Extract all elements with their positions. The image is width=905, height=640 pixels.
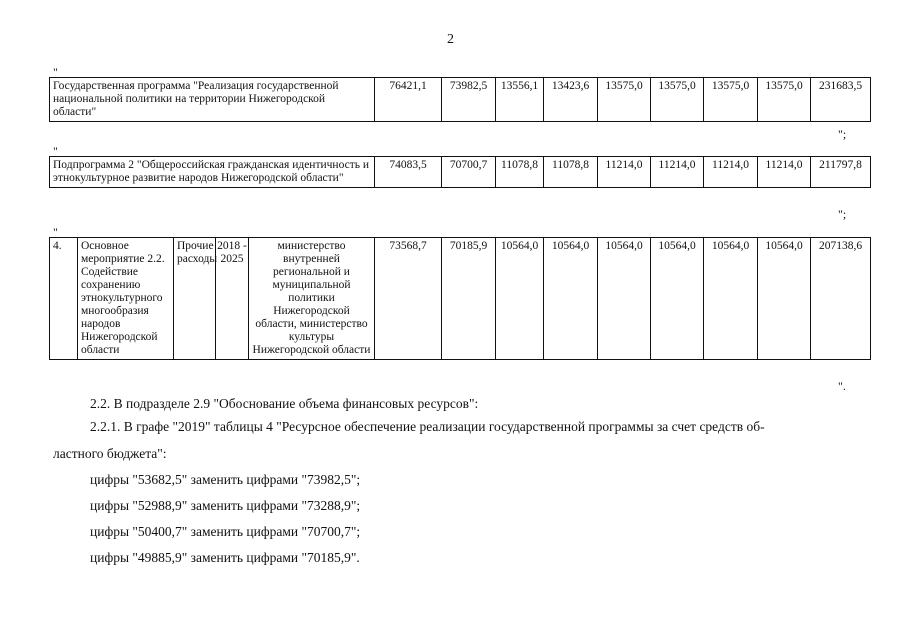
subprogram-name-cell: Подпрограмма 2 "Общероссийская гражданская идентичность и этнокультурное развитие народов Нижегородской области" bbox=[50, 157, 375, 188]
closing-quote-2: "; bbox=[838, 207, 847, 221]
opening-quote-1: " bbox=[53, 65, 58, 79]
period-cell: 2018 - 2025 bbox=[216, 238, 249, 360]
category-cell: Прочие расходы bbox=[174, 238, 216, 360]
value-cell: 13556,1 bbox=[496, 78, 544, 122]
value-cell: 13575,0 bbox=[758, 78, 811, 122]
value-cell: 73568,7 bbox=[375, 238, 442, 360]
value-cell: 10564,0 bbox=[651, 238, 704, 360]
value-cell: 11214,0 bbox=[704, 157, 758, 188]
value-cell: 11214,0 bbox=[598, 157, 651, 188]
value-cell: 11214,0 bbox=[758, 157, 811, 188]
paragraph-2-2-1-line2: ластного бюджета": bbox=[53, 446, 167, 461]
total-cell: 231683,5 bbox=[811, 78, 871, 122]
value-cell: 11214,0 bbox=[651, 157, 704, 188]
total-cell: 207138,6 bbox=[811, 238, 871, 360]
replacement-line: цифры "50400,7" заменить цифрами "70700,7"; bbox=[90, 524, 361, 539]
value-cell: 10564,0 bbox=[758, 238, 811, 360]
replacement-line: цифры "49885,9" заменить цифрами "70185,9". bbox=[90, 550, 360, 565]
value-cell: 13575,0 bbox=[598, 78, 651, 122]
value-cell: 13575,0 bbox=[704, 78, 758, 122]
value-cell: 13423,6 bbox=[544, 78, 598, 122]
subprogram-table bbox=[49, 156, 871, 188]
opening-quote-2: " bbox=[53, 144, 58, 158]
total-cell: 211797,8 bbox=[811, 157, 871, 188]
value-cell: 70700,7 bbox=[442, 157, 496, 188]
paragraph-2-2: 2.2. В подразделе 2.9 "Обоснование объема финансовых ресурсов": bbox=[90, 396, 479, 411]
program-name-cell: Государственная программа "Реализация государственной национальной политики на территории Нижегородской области" bbox=[50, 78, 375, 122]
value-cell: 11078,8 bbox=[544, 157, 598, 188]
value-cell: 10564,0 bbox=[496, 238, 544, 360]
closing-quote-1: "; bbox=[838, 127, 847, 141]
measure-table bbox=[49, 237, 871, 360]
replacement-line: цифры "53682,5" заменить цифрами "73982,5"; bbox=[90, 472, 361, 487]
table-row bbox=[50, 238, 871, 360]
row-number-cell: 4. bbox=[50, 238, 78, 360]
executor-cell: министерство внутренней региональной и муниципальной политики Нижегородской области, министерство культуры Нижегородской области bbox=[249, 238, 375, 360]
value-cell: 70185,9 bbox=[442, 238, 496, 360]
opening-quote-3: " bbox=[53, 225, 58, 239]
value-cell: 10564,0 bbox=[704, 238, 758, 360]
value-cell: 76421,1 bbox=[375, 78, 442, 122]
table-row bbox=[50, 157, 871, 188]
value-cell: 73982,5 bbox=[442, 78, 496, 122]
table-row bbox=[50, 78, 871, 122]
replacement-line: цифры "52988,9" заменить цифрами "73288,9"; bbox=[90, 498, 361, 513]
value-cell: 11078,8 bbox=[496, 157, 544, 188]
closing-quote-3: ". bbox=[838, 379, 846, 393]
program-table bbox=[49, 77, 871, 122]
page-number: 2 bbox=[447, 32, 454, 47]
value-cell: 74083,5 bbox=[375, 157, 442, 188]
value-cell: 13575,0 bbox=[651, 78, 704, 122]
value-cell: 10564,0 bbox=[544, 238, 598, 360]
measure-name-cell: Основное мероприятие 2.2. Содействие сохранению этнокультурного многообразия народов Нижегородской области bbox=[78, 238, 174, 360]
paragraph-2-2-1-line1: 2.2.1. В графе "2019" таблицы 4 "Ресурсное обеспечение реализации государственной программы за счет средств об- bbox=[90, 419, 765, 434]
value-cell: 10564,0 bbox=[598, 238, 651, 360]
